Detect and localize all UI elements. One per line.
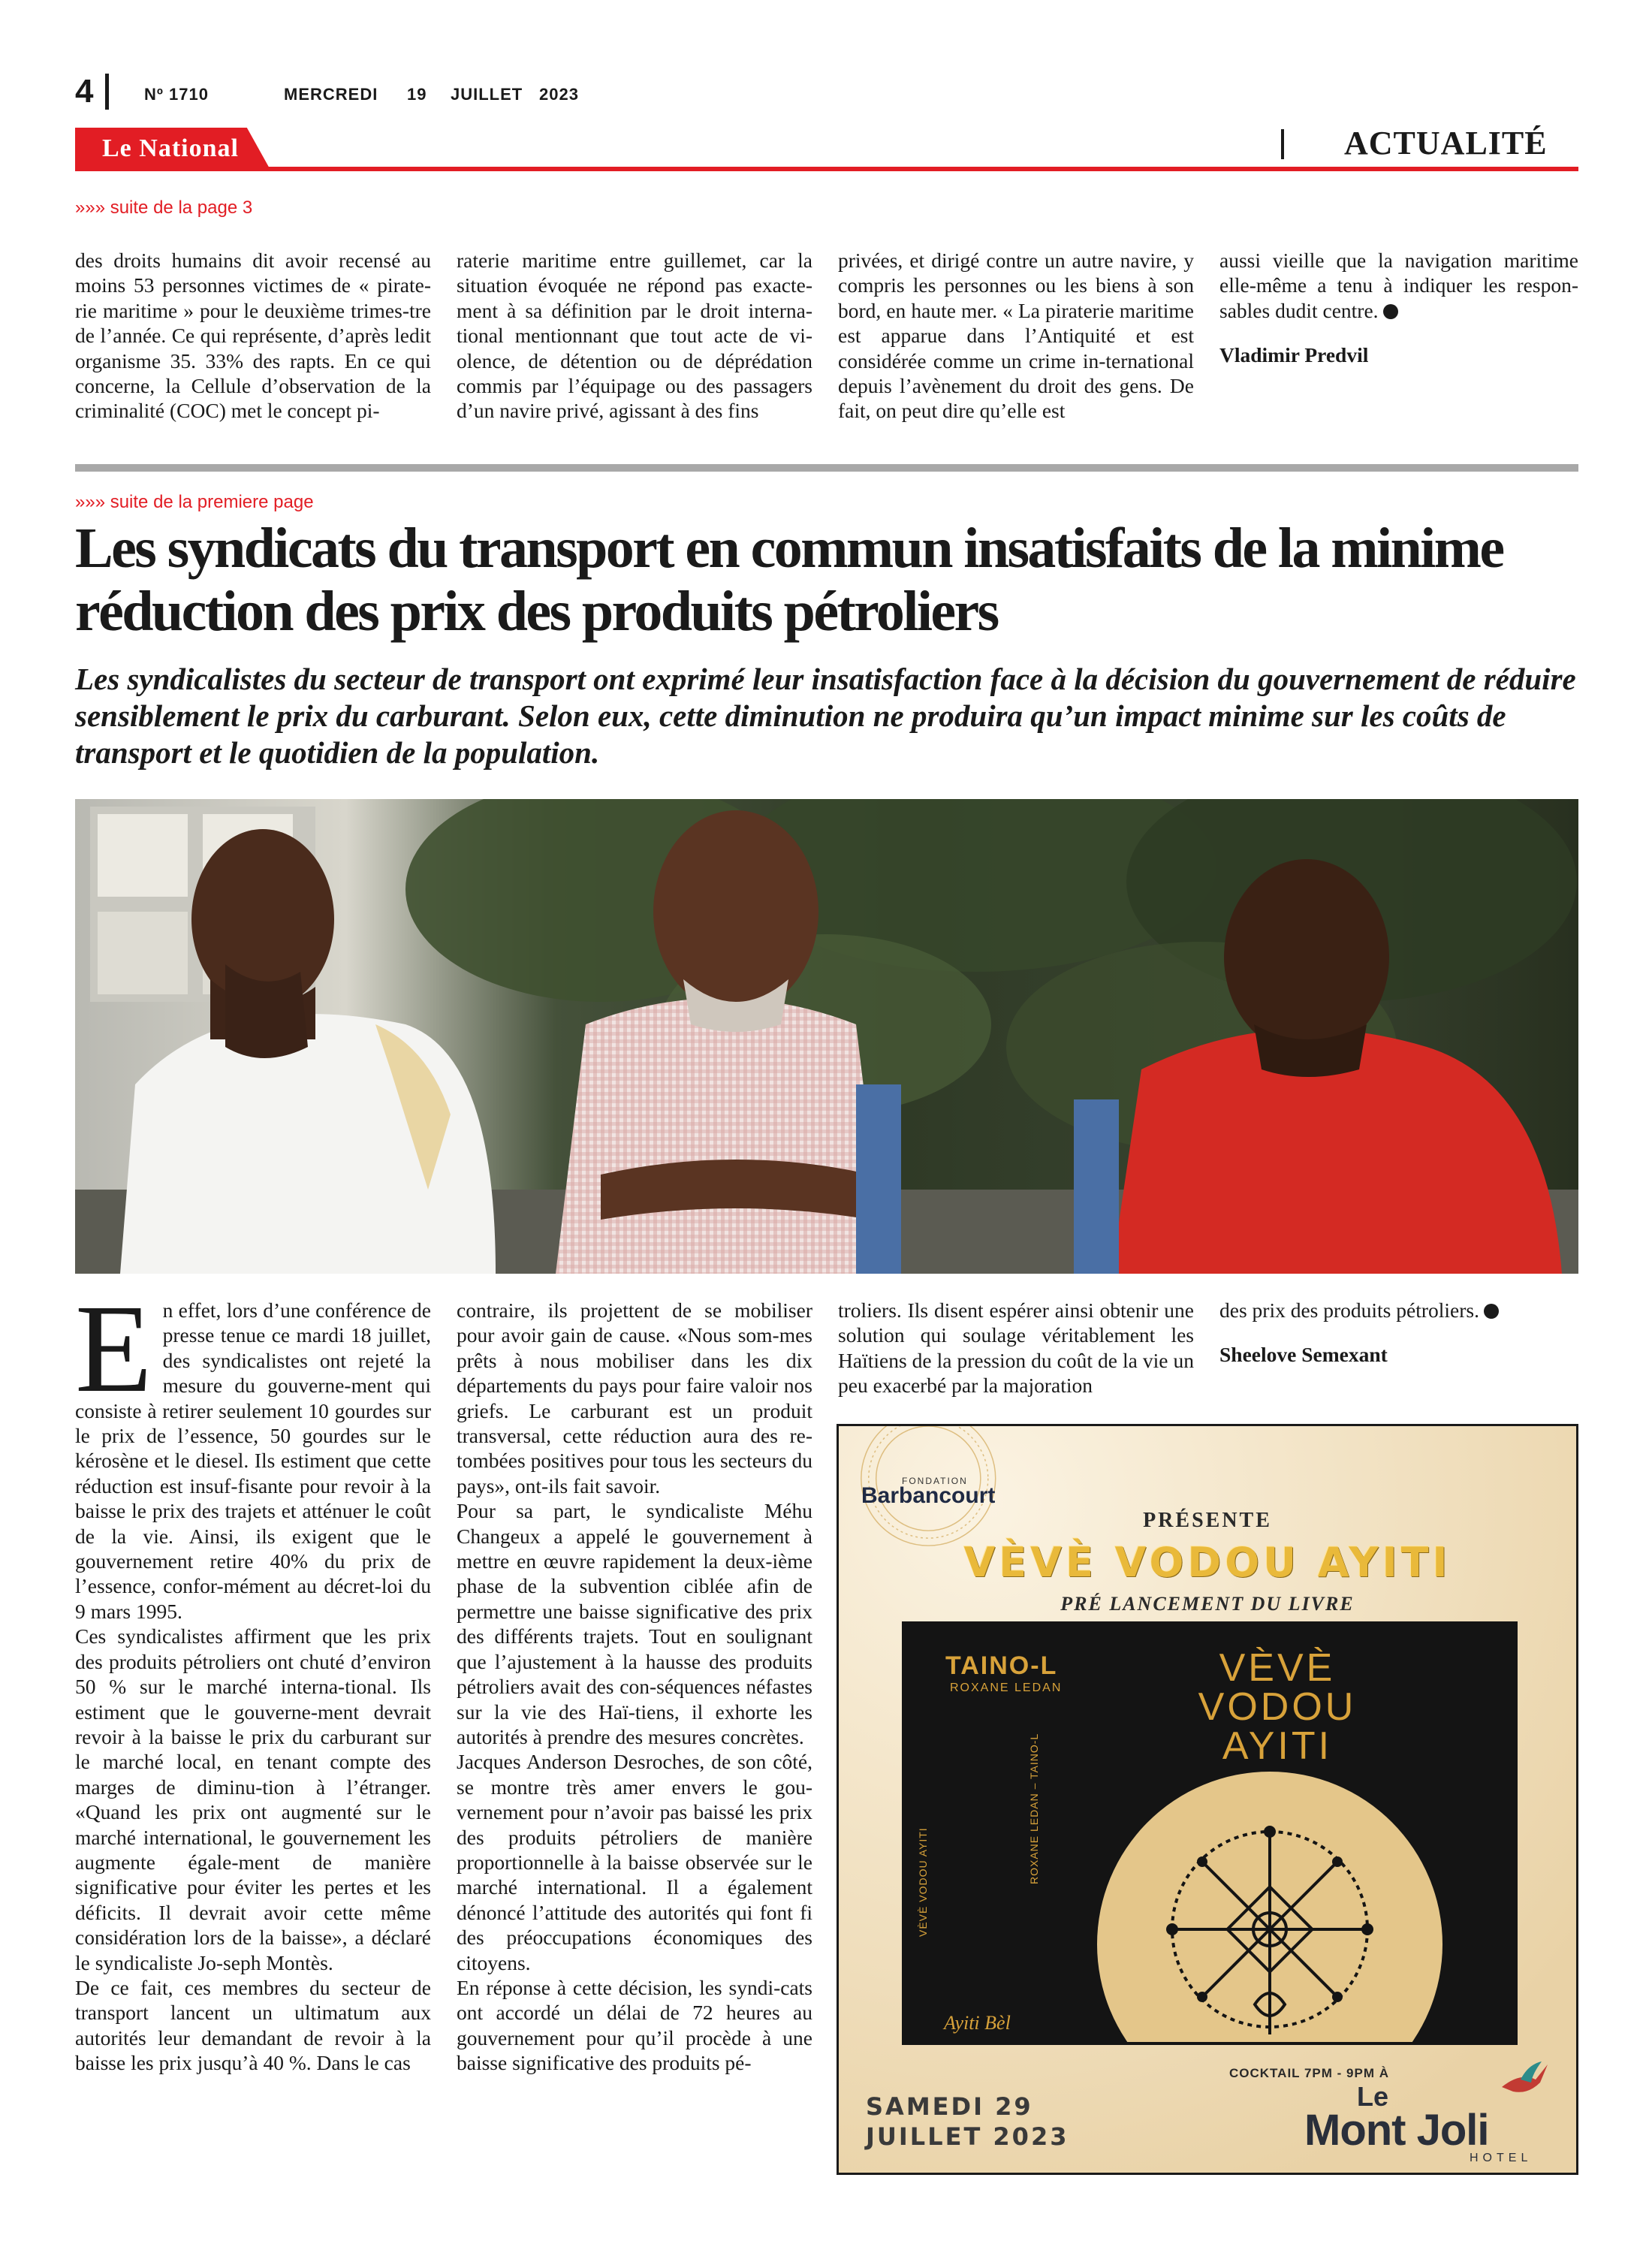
page-number: 4 — [75, 73, 94, 110]
issue-day: 19 — [407, 85, 427, 104]
prev-article-text: aussi vieille que la navigation maritime elle-même a tenu à indiquer les respon-sables dudit centre. — [1219, 249, 1578, 322]
article-paragraph: De ce fait, ces membres du secteur de transport lancent un ultimatum aux autorités leur demandant de revoir à la baisse les prix jusqu’à 40 %. Dans le cas — [75, 1975, 431, 2075]
article-column-1 — [75, 1279, 431, 2076]
continued-from-front-page: »»» suite de la premiere page — [75, 492, 314, 512]
prev-article-text: raterie maritime entre guillemet, car la situation évoquée ne répond pas exacte-ment à sa définition par le droit interna-tional mentionnant que tout acte de vi-olence, de détention ou de déprédation commis par l’équipage ou des passagers d’un navire privé, agissant à des fins — [457, 249, 812, 423]
prev-article-author: Vladimir Predvil — [1219, 343, 1369, 367]
ad-title: VÈVÈ VODOU AYITI — [963, 1539, 1452, 1586]
hotel-logo-name: Mont Joli — [1304, 2106, 1489, 2155]
end-of-article-icon — [1383, 304, 1398, 319]
article-paragraph: contraire, ils projettent de se mobiliser pour avoir gain de cause. «Nous som-mes prêts à nous mobiliser dans les dix départements du pays pour faire valoir nos griefs. Le carburant est un produit transversal, cette réduction aura des re-tombées positives pour tous les secteurs du pays», ont-ils fait savoir. — [457, 1298, 812, 1497]
issue-year: 2023 — [539, 85, 579, 104]
article-headline: Les syndicats du transport en commun insatisfaits de la minime réduction des prix des produits pétroliers — [75, 517, 1503, 643]
prev-article-text: des droits humains dit avoir recensé au moins 53 personnes victimes de « pirate-rie maritime » pour le deuxième trimes-tre de l’année. Ce qui représente, d’après ledit organisme 35. 33% des rapts. En ce qui concerne, la Cellule d’observation de la criminalité (COC) met le concept pi- — [75, 249, 431, 423]
book-launch-advertisement — [837, 1424, 1578, 2175]
page-number-divider — [105, 74, 109, 110]
sponsor-foundation-label: FONDATION — [902, 1476, 968, 1486]
book-spine-title: VÈVÈ VODOU AYITI — [917, 1827, 929, 1937]
ad-date-line: SAMEDI 29 — [866, 2092, 1033, 2121]
hotel-logo-sub: HOTEL — [1470, 2152, 1533, 2164]
hotel-logo-prefix: Le — [1357, 2081, 1389, 2112]
book-title-line: AYITI — [1222, 1724, 1333, 1768]
ad-event-date — [866, 2092, 1069, 2152]
article-standfirst: Les syndicalistes du secteur de transport ont exprimé leur insatisfaction face à la décision du gouvernement de réduire sensiblement le prix du carburant. Selon eux, cette diminution ne produira qu’un impact minime sur les coûts de transport et le quotidien de la population. — [75, 662, 1576, 770]
issue-weekday: MERCREDI — [284, 85, 378, 104]
prev-article-column-1 — [75, 248, 431, 424]
issue-month: JUILLET — [451, 85, 523, 104]
ad-presents: PRÉSENTE — [1143, 1509, 1272, 1532]
article-photo — [75, 799, 1578, 1274]
article-column-3 — [838, 1298, 1194, 1398]
article-column-2 — [457, 1298, 812, 2076]
article-author: Sheelove Semexant — [1219, 1343, 1388, 1367]
article-paragraph: n effet, lors d’une conférence de presse tenue ce mardi 18 juillet, des syndicalistes ont rejeté la mesure du gouverne-ment qui consiste à retirer seulement 10 gourdes sur le prix de l’essence, 50 gourdes sur le kérosène et le diesel. Ils estiment que cette réduction est insuf-fisante pour revoir à la baisse le prix des trajets et atténuer le coût de la vie. Ainsi, ils exigent que le gouvernement retire 40% du prix de l’essence, confor-mément au décret-loi du 9 mars 1995. — [75, 1298, 431, 1623]
veve-emblem-icon — [1090, 1764, 1465, 2042]
issue-number: Nº 1710 — [144, 85, 209, 104]
end-of-article-icon — [1484, 1304, 1499, 1319]
article-paragraph: Ces syndicalistes affirment que les prix des produits pétroliers ont chuté d’environ 50 % sur le marché interna-tional. Ils estiment que le gouverne-ment devrait revoir à la baisse le prix du carburant sur le marché local, en tenant compte des marges de diminu-tion à l’étranger. «Quand les prix ont augmenté sur le marché international, le gouvernement les augmente égale-ment de manière significative pour éviter les pertes et les déficits. Il devrait avoir cette même considération lors de la baisse», a déclaré le syndicaliste Jo-seph Montès. — [75, 1624, 431, 1974]
prev-article-column-2 — [457, 248, 812, 424]
book-title-line: VÈVÈ — [1219, 1646, 1336, 1690]
newspaper-brand: Le National — [102, 134, 239, 162]
ad-date-line: JUILLET 2023 — [866, 2122, 1069, 2151]
book-author-name: ROXANE LEDAN — [950, 1681, 1063, 1694]
book-title — [1127, 1648, 1427, 1766]
article-paragraph: des prix des produits pétroliers. — [1219, 1298, 1479, 1322]
book-spine-author: ROXANE LEDAN – TAINO-L — [1028, 1733, 1040, 1884]
article-paragraph: Pour sa part, le syndicaliste Méhu Changeux a appelé le gouvernement à mettre en œuvre rapidement la deux-ième phase de la subvention ciblée afin de permettre une baisse significative des prix des différents trajets. Tout en soulignant que l’ajustement à la hausse des produits pétroliers avait des con-séquences néfastes sur la vie des Haï-tiens, il exhorte les autorités à prendre des mesures concrètes. — [457, 1499, 812, 1748]
sponsor-logo-text: Barbancourt — [861, 1483, 996, 1508]
hummingbird-logo-icon — [1498, 2057, 1551, 2102]
article-paragraph: En réponse à cette décision, les syndi-cats ont accordé un délai de 72 heures au gouvernement pour qu’il procède à une baisse significative des produits pé- — [457, 1975, 812, 2075]
book-title-line: VODOU — [1198, 1685, 1357, 1729]
book-publisher: Ayiti Bèl — [944, 2012, 1011, 2034]
prev-article-column-3 — [838, 248, 1194, 424]
prev-article-column-4 — [1219, 248, 1578, 368]
article-separator — [75, 464, 1578, 472]
article-paragraph: troliers. Ils disent espérer ainsi obtenir une solution qui soulage véritablement les Haïtiens de la pression du coût de la vie un peu exacerbé par la majoration — [838, 1298, 1194, 1398]
book-cover — [902, 1621, 1518, 2045]
article-column-4 — [1219, 1298, 1578, 1368]
header-rule — [75, 167, 1578, 171]
continued-from-page-3: »»» suite de la page 3 — [75, 198, 253, 218]
press-conference-photo — [75, 799, 1578, 1274]
article-paragraph: Jacques Anderson Desroches, de son côté, se montre très amer envers le gou-vernement pour n’avoir pas baissé les prix des produits pétroliers de manière proportionnelle à la baisse observée sur le marché international. Il a également dénoncé l’attitude des autorités qui font fi des préoccupations économiques des citoyens. — [457, 1750, 812, 1974]
book-author: TAINO-L — [945, 1651, 1058, 1680]
ad-subtitle: PRÉ LANCEMENT DU LIVRE — [1060, 1593, 1355, 1615]
article-dropcap: E — [75, 1279, 152, 1419]
section-divider — [1281, 129, 1284, 159]
ad-cocktail-time: COCKTAIL 7PM - 9PM À — [1229, 2066, 1389, 2080]
section-label: ACTUALITÉ — [1344, 125, 1548, 161]
prev-article-text: privées, et dirigé contre un autre navire, y compris les personnes ou les biens à son bord, en haute mer. « La piraterie maritime est apparue dans l’Antiquité et est considérée comme un crime in-ternational depuis l’avènement du droit des gens. De fait, on peut dire qu’elle est — [838, 249, 1194, 423]
